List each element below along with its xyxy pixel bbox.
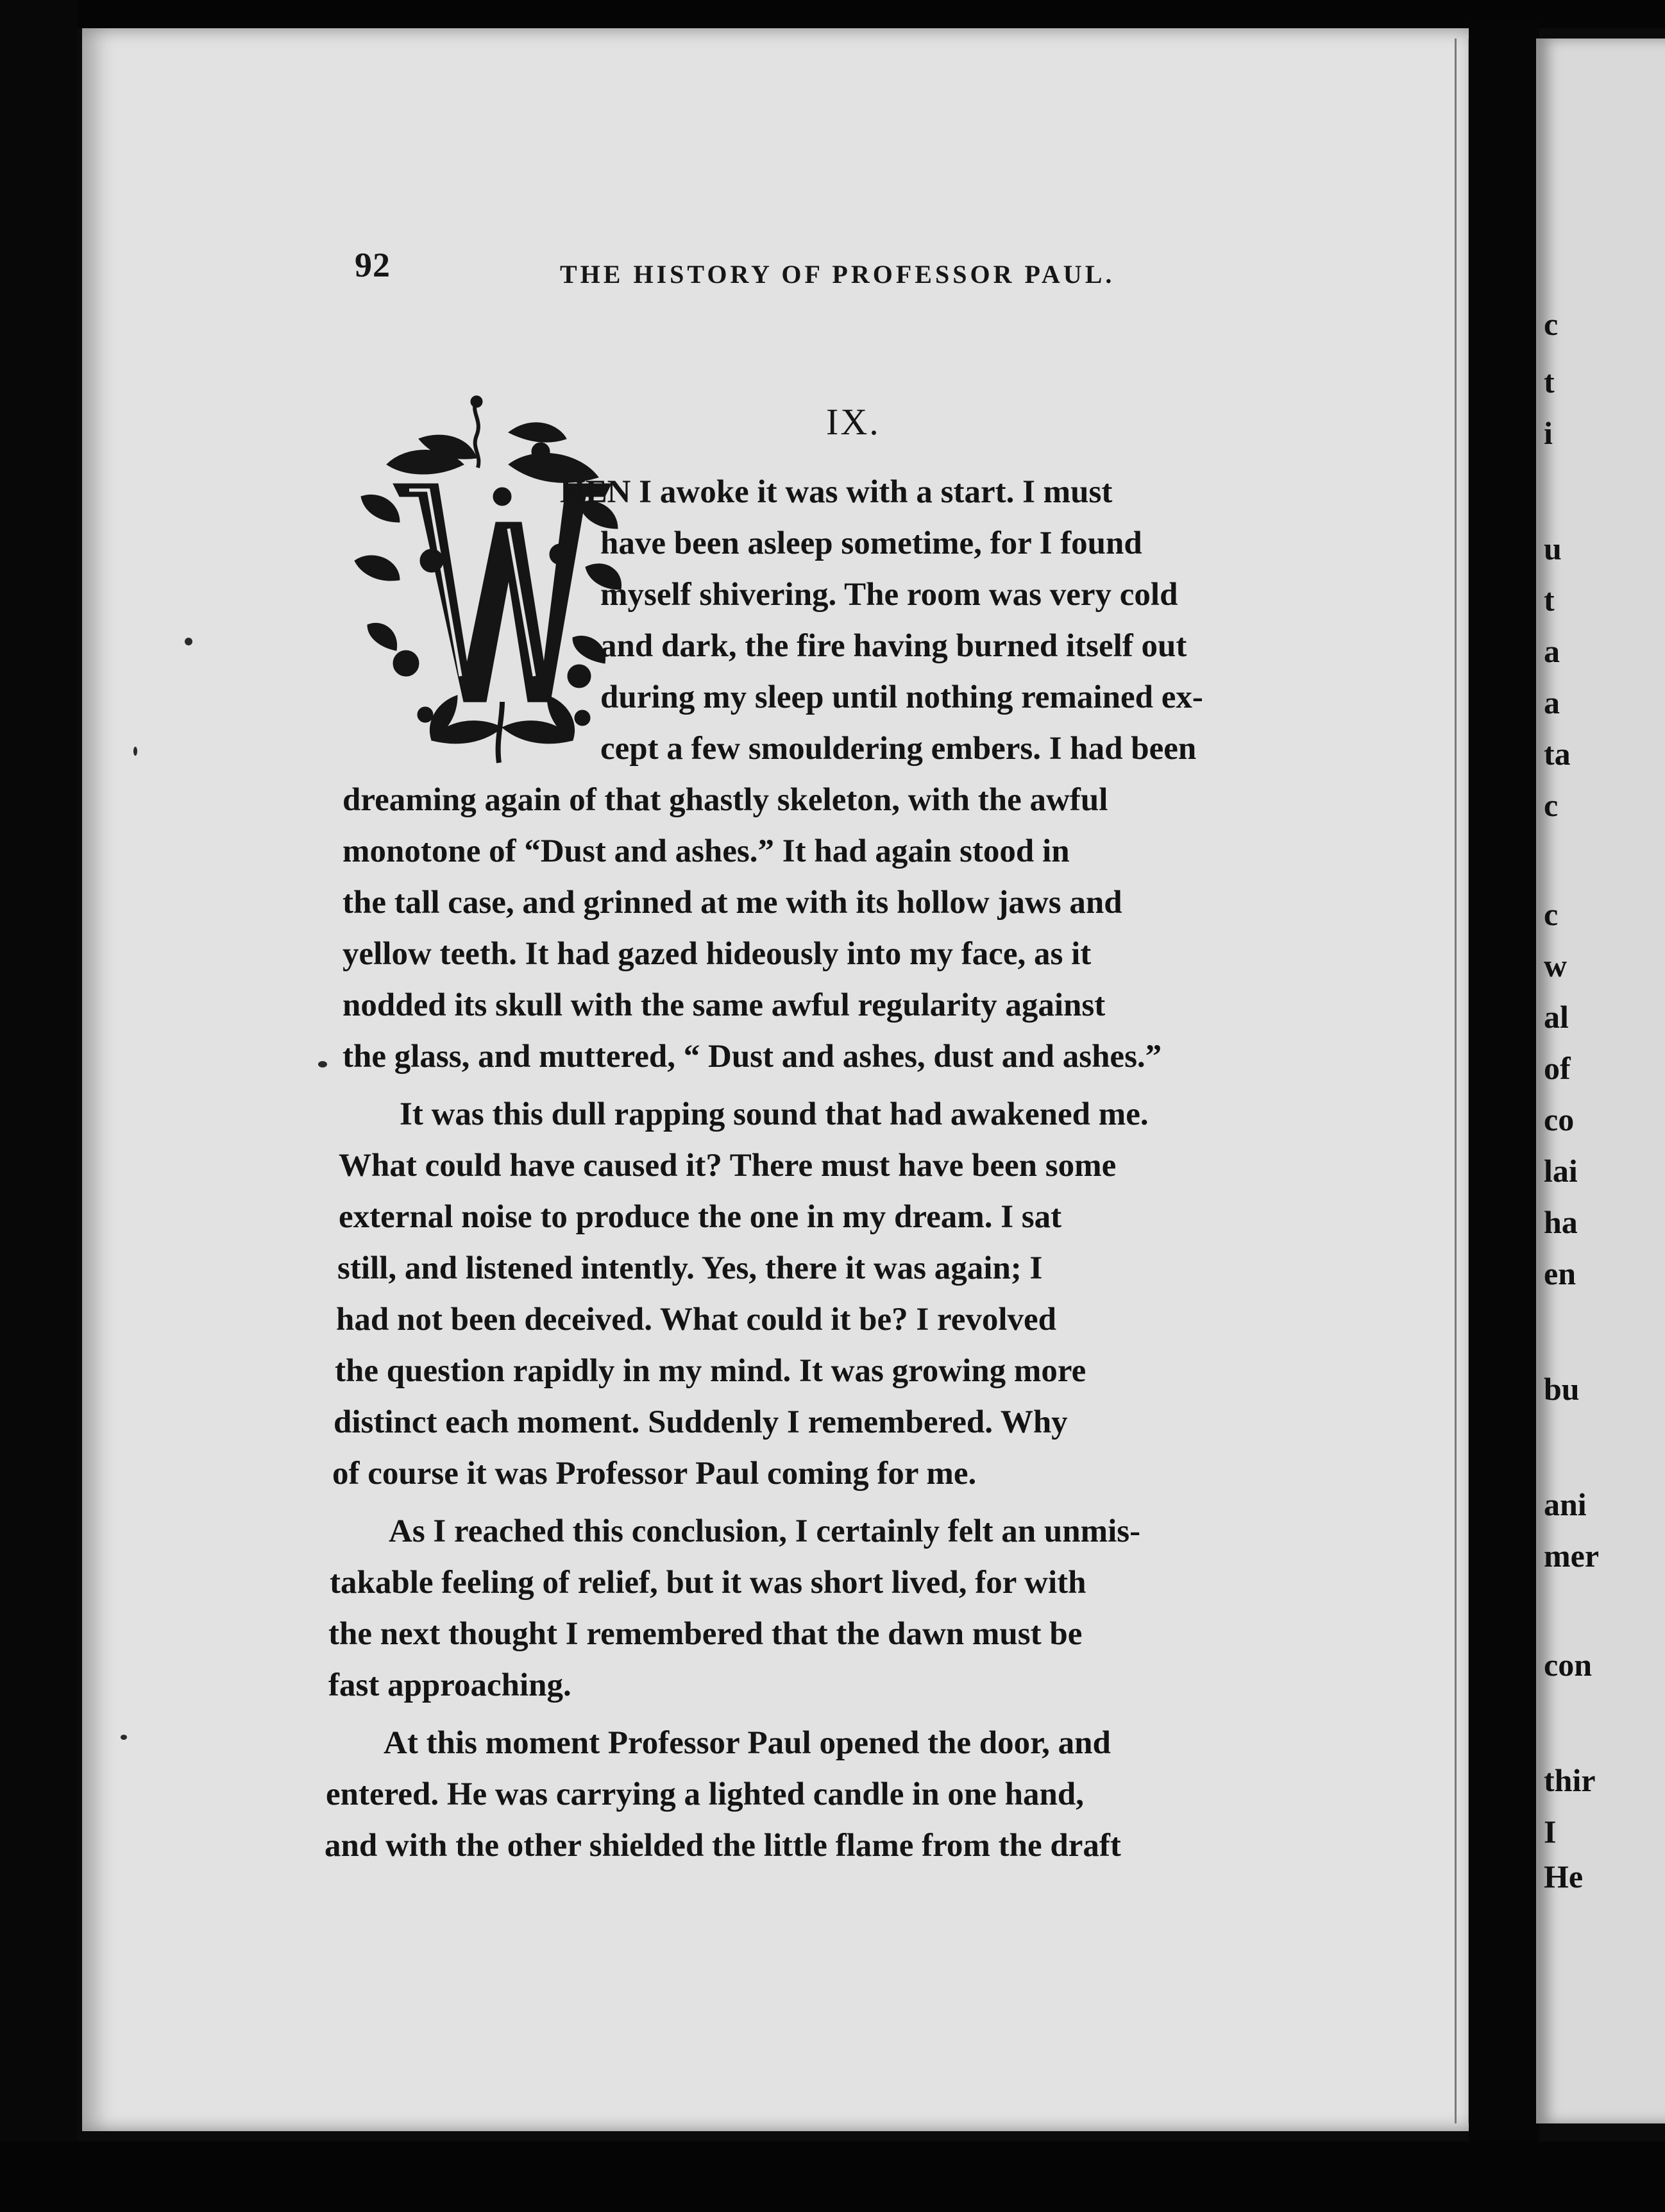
facing-text-fragment: ha — [1544, 1204, 1578, 1240]
text-line: yellow teeth. It had gazed hideously into my face, as it — [342, 936, 1092, 972]
facing-text-fragment: i — [1544, 415, 1553, 451]
text-line: What could have caused it? There must have been some — [339, 1148, 1117, 1184]
text-line: the glass, and muttered, “ Dust and ashes, dust and ashes.” — [342, 1039, 1162, 1075]
text-line: entered. He was carrying a lighted candle in one hand, — [326, 1776, 1084, 1812]
text-line: At this moment Professor Paul opened the door, and — [384, 1725, 1111, 1761]
text-line: the tall case, and grinned at me with its hollow jaws and — [342, 885, 1122, 921]
text-line: dreaming again of that ghastly skeleton, with the awful — [342, 782, 1108, 818]
facing-text-fragment: al — [1544, 999, 1569, 1035]
text-line: of course it was Professor Paul coming for me. — [332, 1456, 977, 1492]
facing-text-fragment: co — [1544, 1102, 1575, 1137]
facing-text-fragment: ta — [1544, 736, 1571, 772]
scan-speck — [318, 1061, 327, 1068]
text-line: As I reached this conclusion, I certainly felt an unmis- — [389, 1513, 1141, 1549]
scan-border-bottom — [0, 2141, 1665, 2212]
facing-text-fragment: t — [1544, 582, 1555, 618]
text-line: monotone of “Dust and ashes.” It had again stood in — [342, 833, 1070, 869]
running-title: THE HISTORY OF PROFESSOR PAUL. — [560, 260, 1115, 289]
text-line: still, and listened intently. Yes, there it was again; I — [337, 1250, 1043, 1286]
book-page — [82, 28, 1477, 2131]
text-line: nodded its skull with the same awful regularity against — [342, 987, 1106, 1023]
scan-speck — [133, 747, 137, 756]
facing-text-fragment: a — [1544, 633, 1560, 669]
text-line: the question rapidly in my mind. It was growing more — [335, 1353, 1086, 1389]
text-line: distinct each moment. Suddenly I remembered. Why — [334, 1404, 1068, 1440]
chapter-number: IX. — [826, 401, 881, 443]
facing-text-fragment: lai — [1544, 1153, 1578, 1189]
facing-text-fragment: of — [1544, 1050, 1571, 1086]
facing-text-fragment: w — [1544, 948, 1568, 983]
text-line: takable feeling of relief, but it was short lived, for with — [330, 1565, 1086, 1601]
scan-speck — [121, 1735, 127, 1740]
text-line: had not been deceived. What could it be? I revolved — [336, 1302, 1056, 1338]
facing-text-fragment: a — [1544, 685, 1560, 720]
facing-text-fragment: u — [1544, 531, 1562, 566]
facing-text-fragment: c — [1544, 896, 1559, 932]
book-gutter — [1469, 19, 1539, 2149]
text-line: external noise to produce the one in my dream. I sat — [339, 1199, 1062, 1235]
facing-text-fragment: con — [1544, 1647, 1592, 1683]
facing-text-fragment: c — [1544, 306, 1559, 342]
facing-page — [1536, 38, 1665, 2123]
facing-text-fragment: I — [1544, 1814, 1557, 1850]
facing-text-fragment: c — [1544, 787, 1559, 823]
text-line: during my sleep until nothing remained ex- — [600, 679, 1203, 715]
scan-border-left — [0, 0, 77, 2212]
facing-text-fragment: mer — [1544, 1538, 1600, 1574]
text-line: have been asleep sometime, for I found — [600, 525, 1142, 561]
text-line: It was this dull rapping sound that had awakened me. — [400, 1096, 1149, 1132]
text-line: cept a few smouldering embers. I had been — [600, 731, 1197, 767]
text-line: fast approaching. — [328, 1667, 571, 1703]
facing-text-fragment: He — [1544, 1859, 1584, 1894]
text-line: the next thought I remembered that the dawn must be — [328, 1616, 1083, 1652]
facing-text-fragment: en — [1544, 1255, 1576, 1291]
facing-text-fragment: bu — [1544, 1371, 1580, 1407]
text-line: and dark, the fire having burned itself out — [600, 628, 1187, 664]
scan-speck — [185, 638, 192, 645]
text-line: and with the other shielded the little flame from the draft — [325, 1828, 1121, 1864]
facing-text-fragment: ani — [1544, 1486, 1587, 1522]
ornate-drop-cap-w-icon — [348, 394, 630, 766]
page-number: 92 — [355, 246, 391, 284]
text-line: myself shivering. The room was very cold — [600, 577, 1178, 613]
facing-text-fragment: thir — [1544, 1762, 1596, 1798]
page-edge — [1455, 38, 1469, 2123]
scan-border-top — [0, 0, 1665, 28]
text-line: HEN I awoke it was with a start. I must — [560, 474, 1113, 510]
facing-text-fragment: t — [1544, 364, 1555, 400]
